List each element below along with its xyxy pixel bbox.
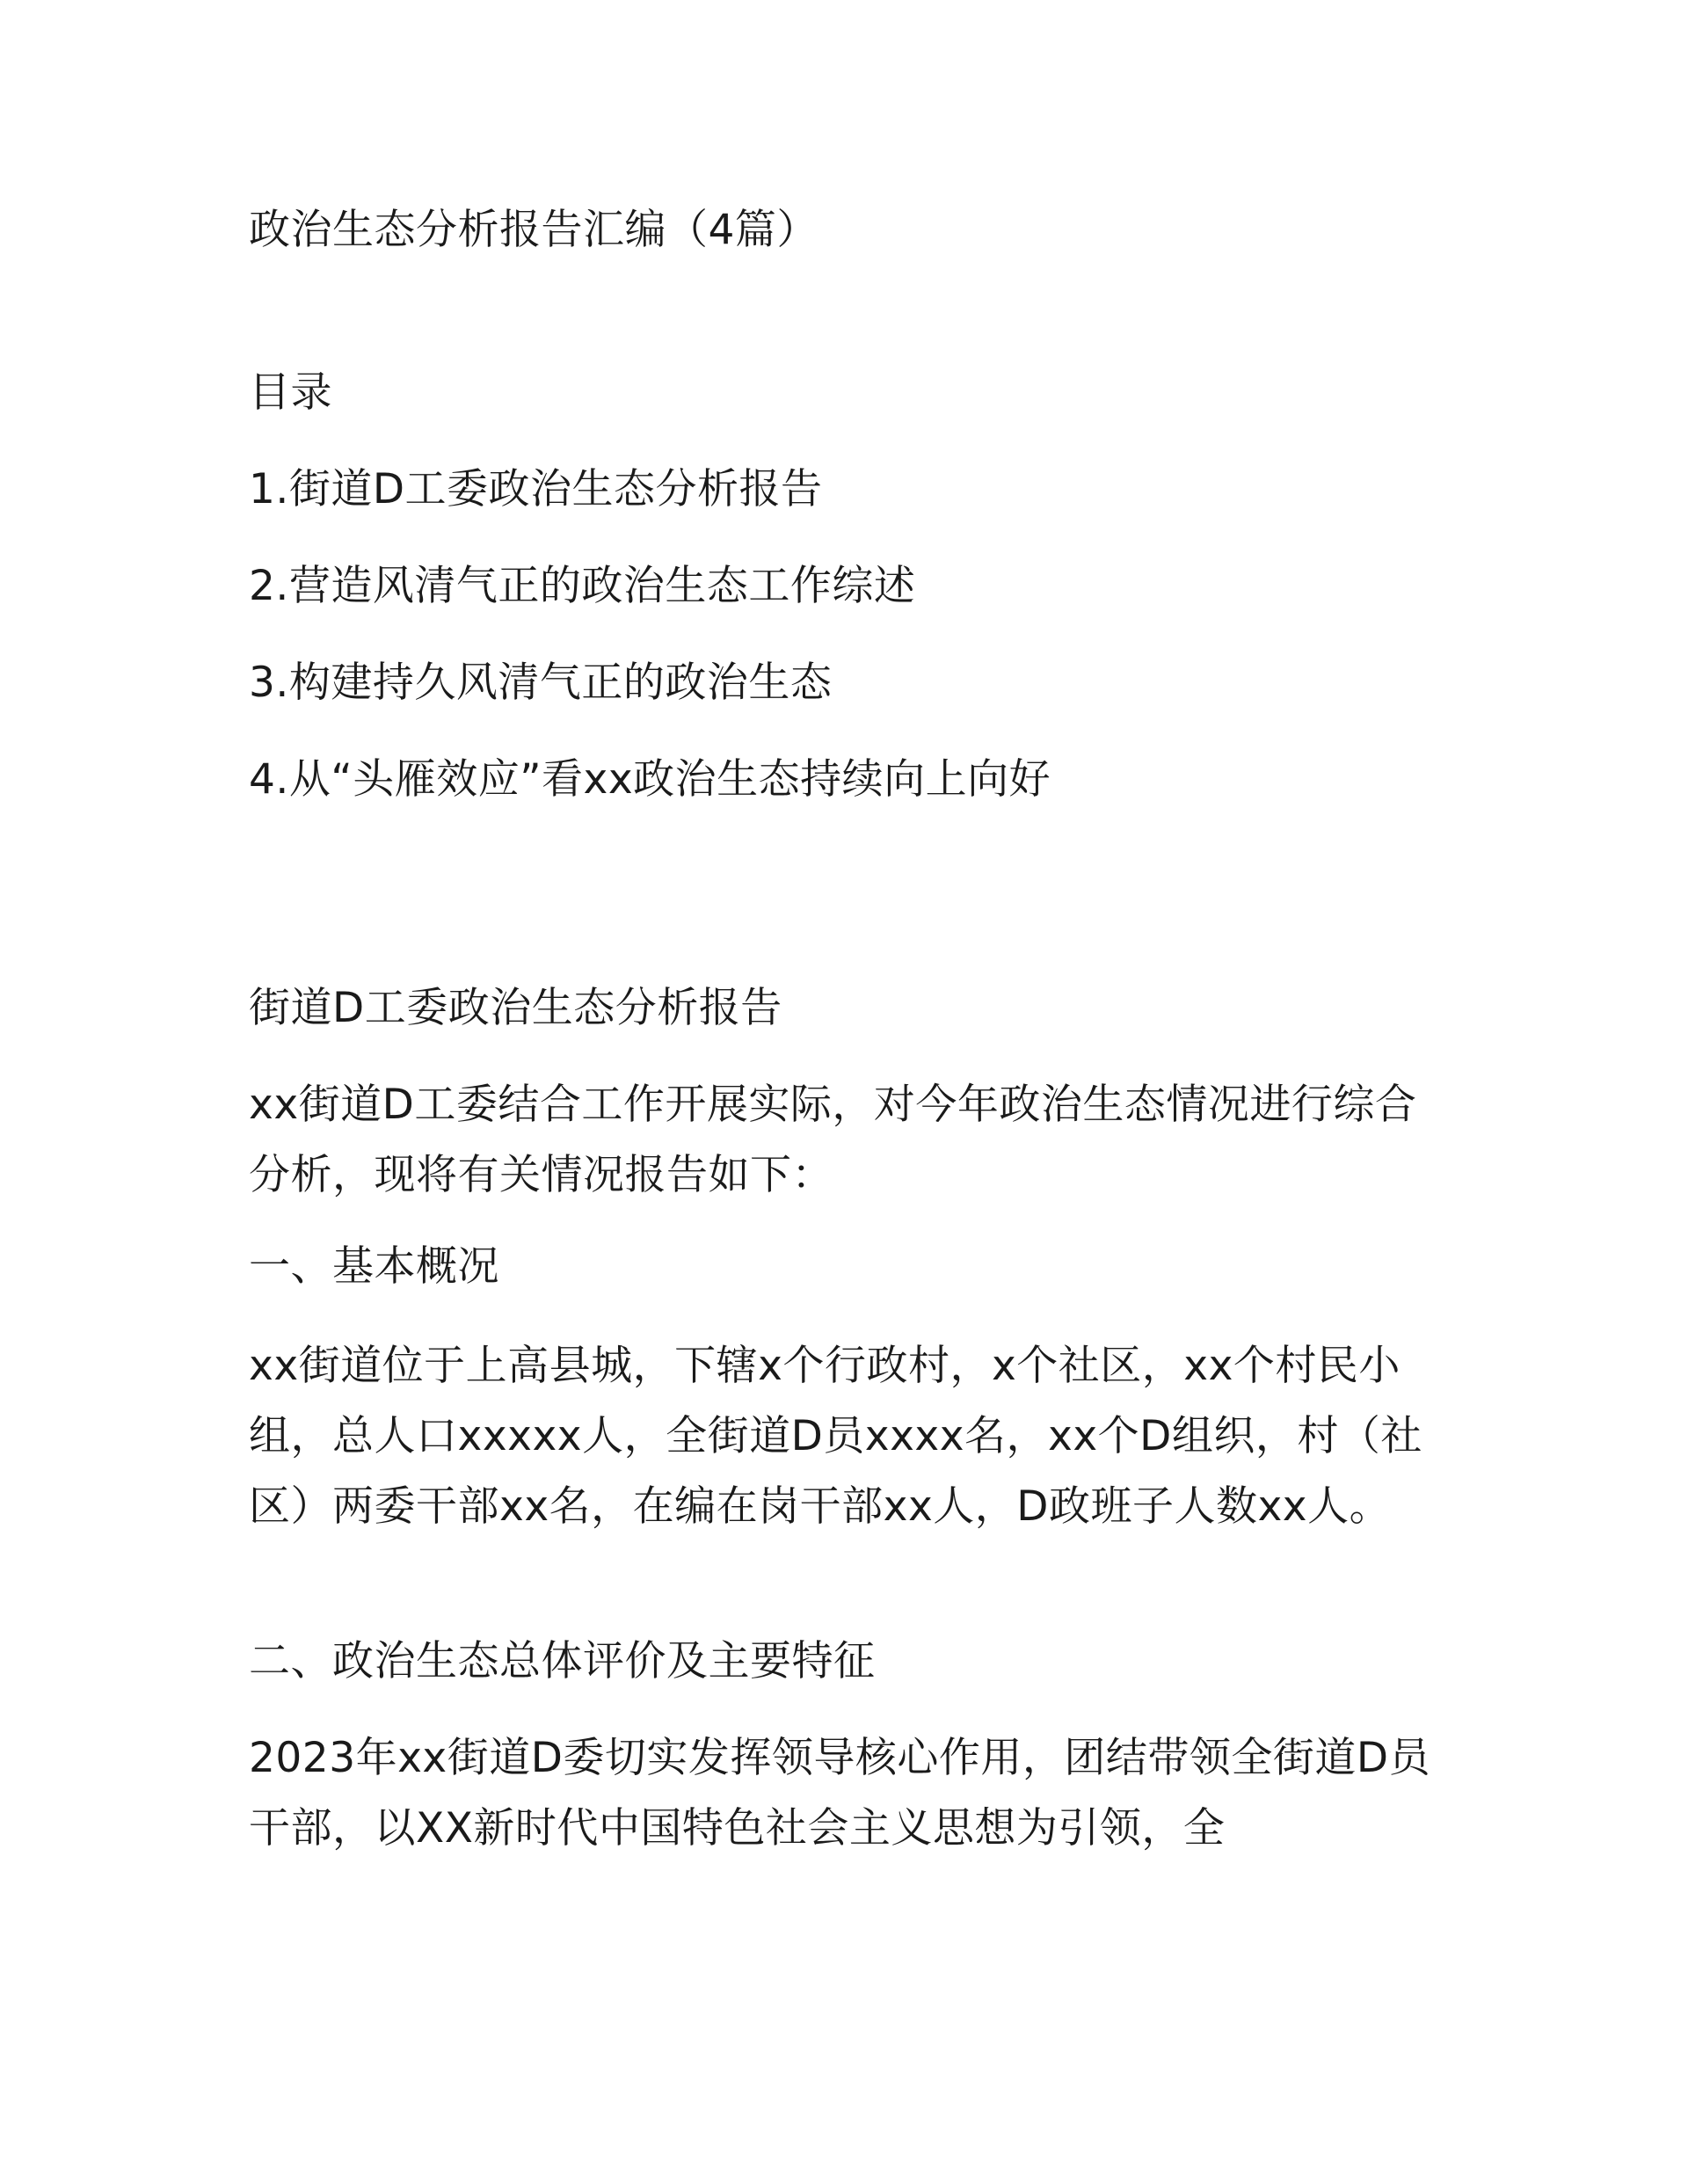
- intro-paragraph: xx街道D工委结合工作开展实际，对今年政治生态情况进行综合分析，现将有关情况报告如下：: [249, 1081, 1417, 1199]
- body-paragraph-2023: 2023年xx街道D委切实发挥领导核心作用，团结带领全街道D员干部，以XX新时代中国特色社会主义思想为引领，全: [249, 1734, 1431, 1853]
- heading-basic-overview: 一、基本概况: [249, 1242, 499, 1291]
- toc-item: 4.从“头雁效应”看xx政治生态持续向上向好: [249, 755, 1051, 804]
- section-title: 街道D工委政治生态分析报告: [249, 984, 782, 1032]
- toc-item: 1.街道D工委政治生态分析报告: [249, 465, 823, 513]
- toc-item: 2.营造风清气正的政治生态工作综述: [249, 562, 916, 610]
- toc-item: 3.构建持久风清气正的政治生态: [249, 659, 833, 707]
- overview-paragraph: xx街道位于上高县城，下辖x个行政村，x个社区，xx个村民小组，总人口xxxxx人，全街道D员xxxx名，xx个D组织，村（社区）两委干部xx名，在编在岗干部xx人，D政班子人数xx人。: [249, 1342, 1422, 1531]
- document-title: 政治生态分析报告汇编（4篇）: [249, 206, 819, 254]
- toc-heading: 目录: [249, 368, 332, 417]
- heading-evaluation: 二、政治生态总体评价及主要特征: [249, 1637, 876, 1685]
